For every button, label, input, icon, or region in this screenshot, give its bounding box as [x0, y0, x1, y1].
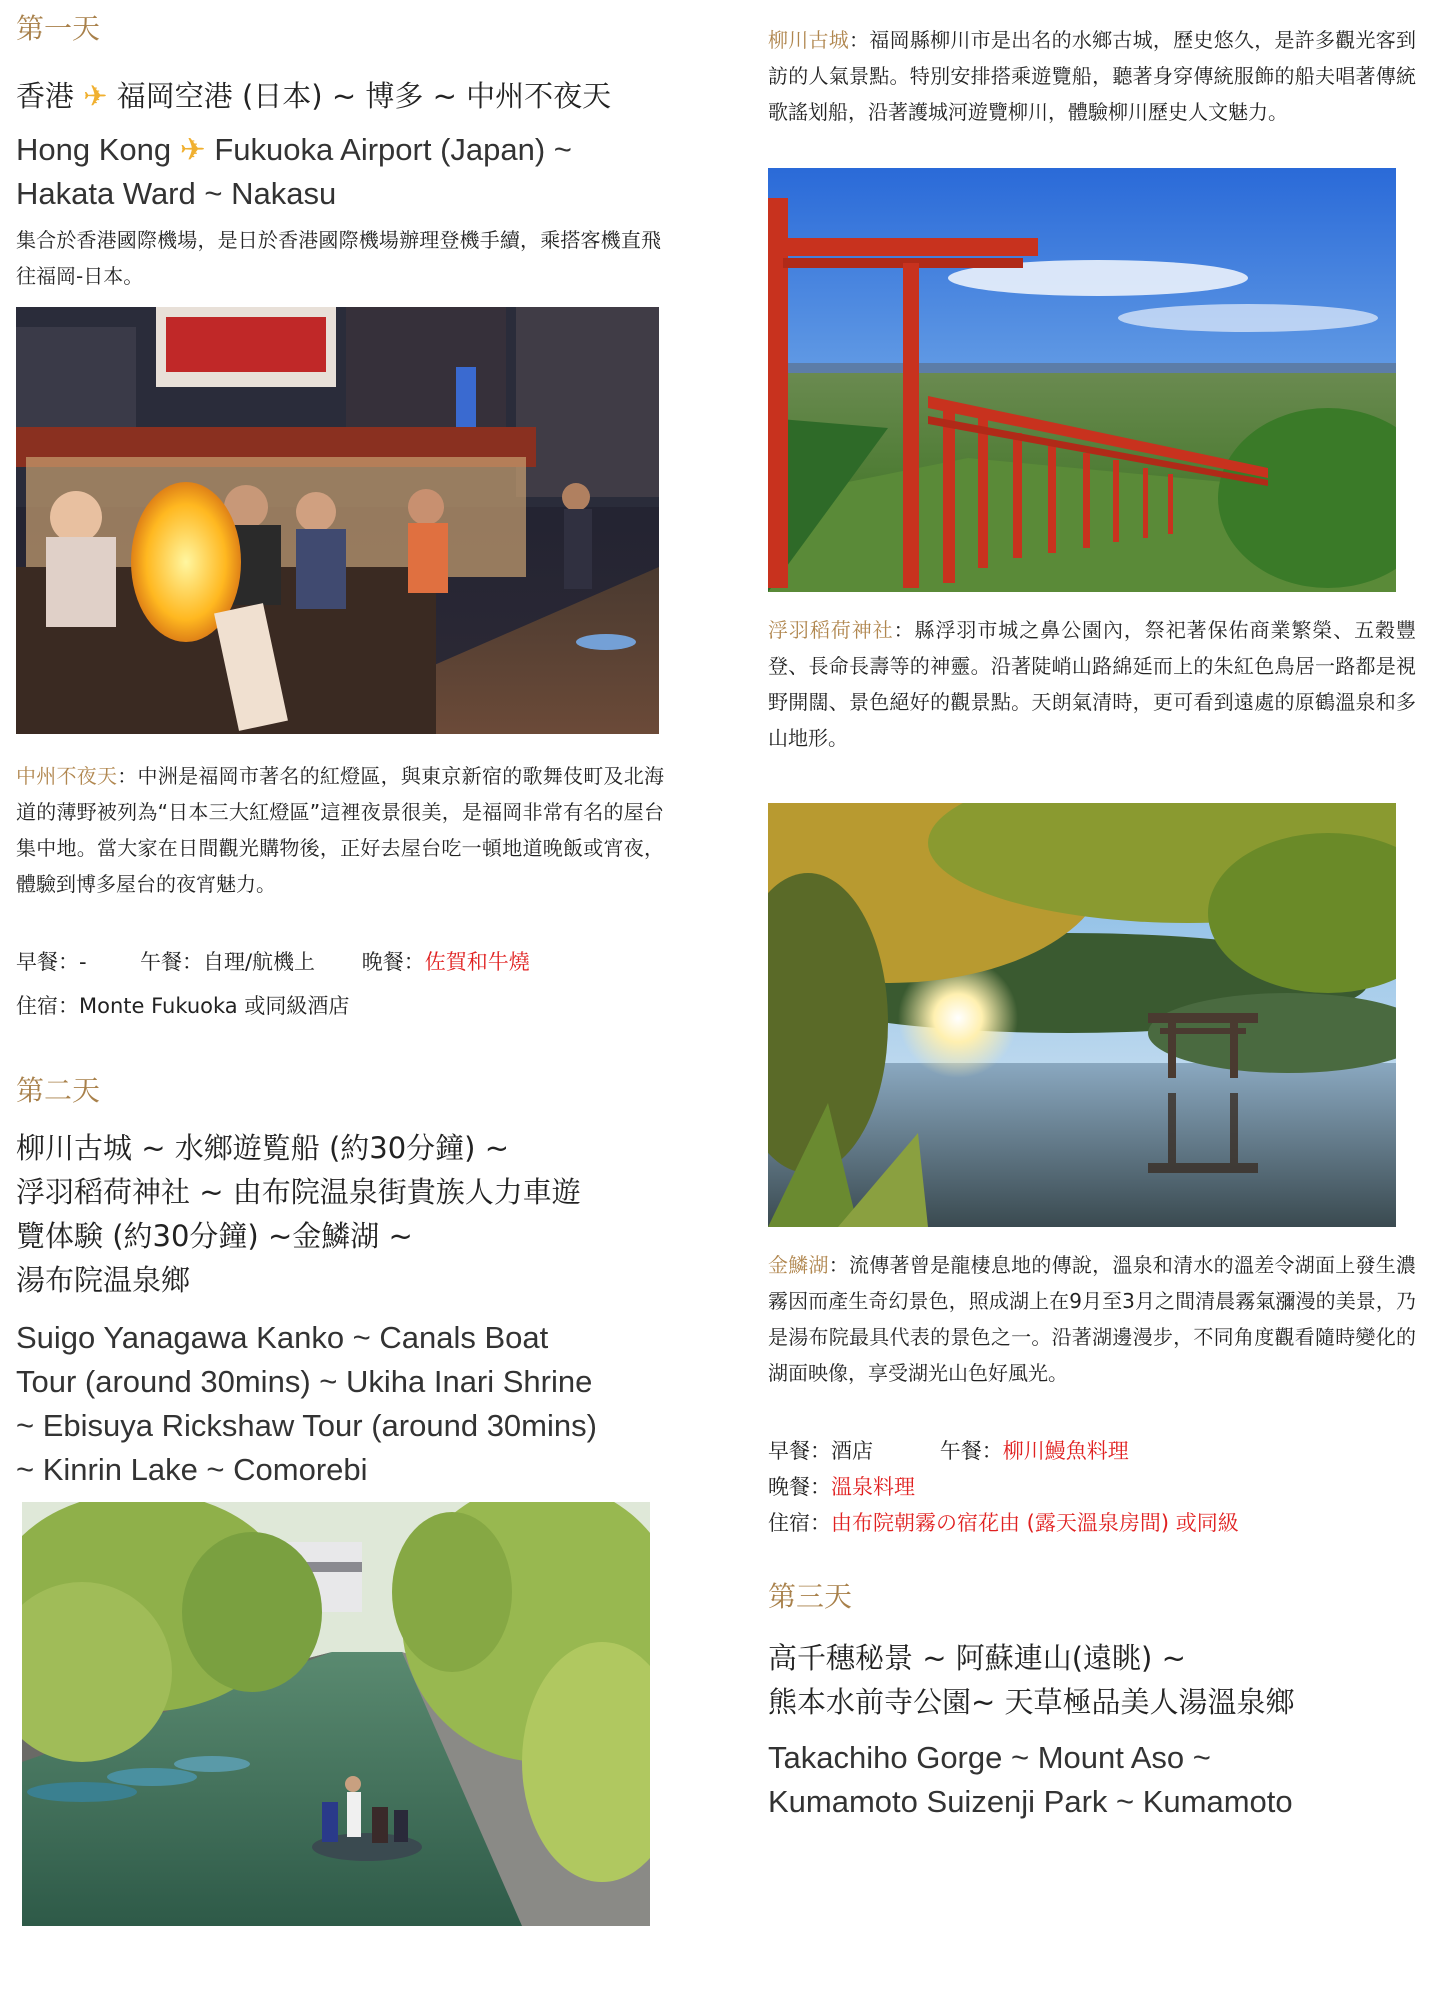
nakasu-text: ：中洲是福岡市著名的紅燈區，與東京新宿的歌舞伎町及北海道的薄野被列為“日本三大紅燈區”這裡夜景很美，是福岡非常有名的屋台集中地。當大家在日間觀光購物後，正好去屋台吃一頓地道晚飯或宵夜，體驗到博多屋台的夜宵魅力。	[16, 764, 665, 896]
day2-route-zh-1: 柳川古城 ~ 水鄉遊覧船 (約30分鐘) ~	[16, 1131, 510, 1165]
day1-route-zh	[16, 74, 611, 118]
day3-route-en-2: Kumamoto Suizenji Park ~ Kumamoto	[768, 1784, 1293, 1819]
day1-route-en	[16, 128, 572, 172]
day2-dinner-label: 晚餐：	[768, 1475, 831, 1499]
yanagawa-text: ：福岡縣柳川市是出名的水鄉古城，歷史悠久，是許多觀光客到訪的人氣景點。特別安排搭乘遊覽船，聽著身穿傳統服飾的船夫唱著傳統歌謠划船，沿著護城河遊覽柳川，體驗柳川歷史人文魅力。	[768, 28, 1417, 124]
day1-route-zh-origin: 香港	[16, 79, 75, 113]
day2-hotel-label: 住宿：	[768, 1511, 831, 1535]
day2-meals-line2	[768, 1468, 915, 1506]
day1-breakfast: 早餐：-	[16, 950, 87, 974]
ukiha-desc	[768, 612, 1416, 756]
day2-route-en-2: Tour (around 30mins) ~ Ukiha Inari Shrine	[16, 1364, 593, 1399]
day2-breakfast: 早餐：酒店	[768, 1439, 873, 1463]
day1-route-en-dest: Fukuoka Airport (Japan) ~	[214, 132, 572, 167]
airplane-icon: ✈	[179, 132, 206, 167]
day1-route-en-line2: Hakata Ward ~ Nakasu	[16, 176, 337, 211]
day2-title: 第二天	[16, 1074, 101, 1107]
kinrin-label: 金鱗湖	[768, 1253, 829, 1277]
day1-intro: 集合於香港國際機場，是日於香港國際機場辦理登機手續，乘搭客機直飛往福岡-日本。	[16, 228, 661, 288]
kinrin-desc	[768, 1247, 1416, 1391]
yanagawa-desc	[768, 22, 1416, 130]
day2-photo-ukiha-torii	[768, 168, 1396, 592]
day2-dinner-value: 溫泉料理	[831, 1475, 915, 1499]
day1-meals	[16, 943, 530, 981]
day3-route-zh-2: 熊本水前寺公園~ 天草極品美人湯溫泉鄉	[768, 1685, 1295, 1719]
day2-photo-kinrin-lake	[768, 803, 1396, 1227]
day2-route-zh-4: 湯布院温泉鄉	[16, 1263, 191, 1297]
day3-route-en-1: Takachiho Gorge ~ Mount Aso ~	[768, 1740, 1211, 1775]
day2-route-en-4: ~ Kinrin Lake ~ Comorebi	[16, 1452, 368, 1487]
day1-route-en-origin: Hong Kong	[16, 132, 172, 167]
day2-meals-line1	[768, 1432, 1129, 1470]
day1-dinner-value: 佐賀和牛燒	[424, 950, 530, 974]
airplane-icon: ✈	[83, 79, 108, 113]
day2-lunch-label: 午餐：	[939, 1439, 1003, 1463]
day2-route-en-1: Suigo Yanagawa Kanko ~ Canals Boat	[16, 1320, 549, 1355]
kinrin-text: ：流傳著曾是龍棲息地的傳說，溫泉和清水的溫差令湖面上發生濃霧因而產生奇幻景色，照成湖上在9月至3月之間清晨霧氣瀰漫的美景，乃是湯布院最具代表的景色之一。沿著湖邊漫步，不同角度觀看隨時變化的湖面映像，享受湖光山色好風光。	[768, 1253, 1417, 1385]
day2-photo-yanagawa-canal	[22, 1502, 650, 1926]
day2-hotel	[768, 1504, 1239, 1542]
ukiha-text: ：縣浮羽市城之鼻公園內，祭祀著保佑商業繁榮、五穀豐登、長命長壽等的神靈。沿著陡峭山路綿延而上的朱紅色鳥居一路都是視野開闊、景色絕好的觀景點。天朗氣清時，更可看到遠處的原鶴溫泉和多山地形。	[768, 618, 1417, 750]
ukiha-label: 浮羽稻荷神社	[768, 618, 894, 642]
day2-lunch-value: 柳川鰻魚料理	[1002, 1439, 1129, 1463]
day2-route-en-3: ~ Ebisuya Rickshaw Tour (around 30mins)	[16, 1408, 597, 1443]
day2-route-zh-3: 覽体験 (約30分鐘) ~金鱗湖 ~	[16, 1219, 413, 1253]
day1-route-zh-dest: 福岡空港 (日本) ~ 博多 ~ 中州不夜天	[116, 79, 612, 113]
nakasu-label: 中州不夜天	[16, 764, 118, 788]
yanagawa-label: 柳川古城	[768, 28, 850, 52]
day1-hotel: 住宿：Monte Fukuoka 或同級酒店	[16, 994, 350, 1018]
day1-lunch: 午餐：自理/航機上	[139, 950, 316, 974]
day1-photo-night-stalls	[16, 307, 659, 734]
day3-route-zh-1: 高千穗秘景 ~ 阿蘇連山(遠眺) ~	[768, 1641, 1186, 1675]
day2-hotel-value: 由布院朝霧の宿花由 (露天溫泉房間) 或同級	[831, 1511, 1239, 1535]
day2-route-zh-2: 浮羽稻荷神社 ~ 由布院温泉街貴族人力車遊	[16, 1175, 581, 1209]
day1-dinner-label: 晚餐：	[361, 950, 425, 974]
day1-title: 第一天	[16, 12, 101, 45]
day1-nakasu-desc	[16, 758, 664, 902]
day3-title: 第三天	[768, 1580, 853, 1613]
